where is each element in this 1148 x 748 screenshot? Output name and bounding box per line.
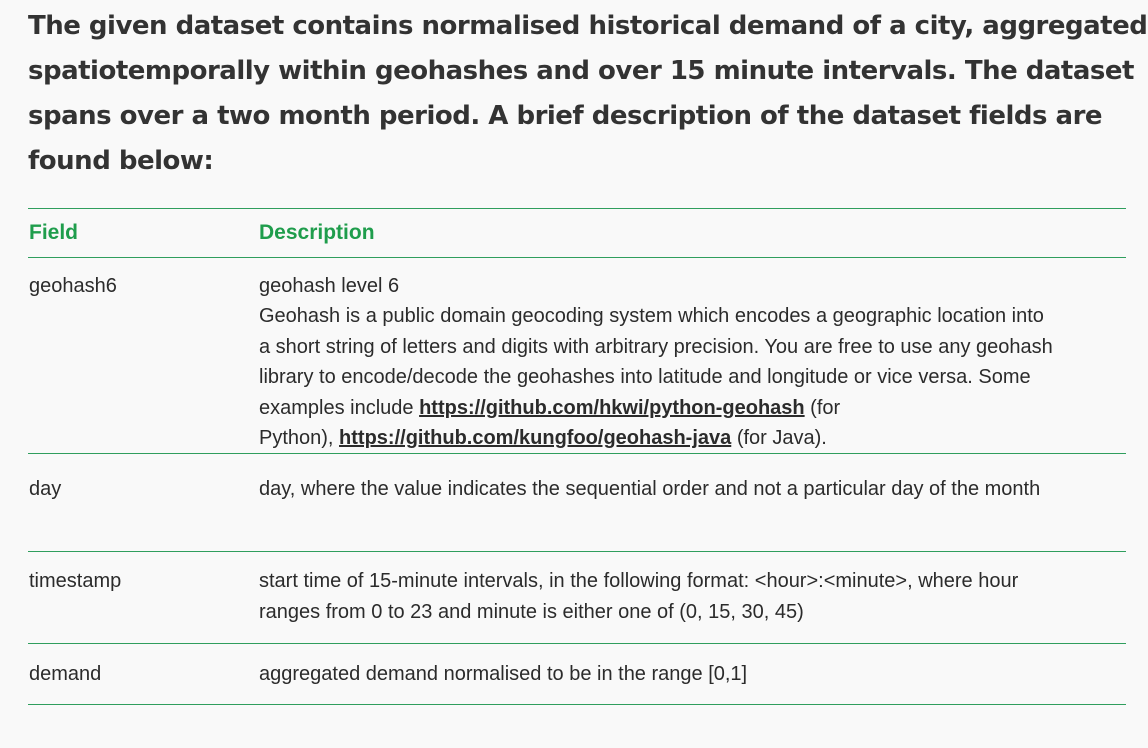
description-line: geohash level 6 — [259, 275, 400, 297]
intro-line: found below: — [28, 146, 214, 176]
description-line: a short string of letters and digits with arbitrary precision. You are free to use any geohash — [259, 335, 1053, 358]
field-name: demand — [28, 644, 258, 705]
description-text: (for — [804, 396, 841, 419]
description-line — [259, 423, 1126, 453]
table-header-row — [28, 209, 1126, 258]
description-line: ranges from 0 to 23 and minute is either one of (0, 15, 30, 45) — [259, 600, 804, 623]
intro-line: The given dataset contains normalised historical demand of a city, aggregated — [28, 11, 1148, 41]
python-geohash-link[interactable]: https://github.com/hkwi/python-geohash — [419, 396, 805, 419]
geohash-java-link[interactable]: https://github.com/kungfoo/geohash-java — [339, 427, 732, 450]
description-text: Python), — [259, 427, 340, 450]
field-description: day, where the value indicates the sequential order and not a particular day of the month — [258, 454, 1126, 552]
description-column-header: Description — [258, 209, 1126, 258]
field-description: aggregated demand normalised to be in the range [0,1] — [258, 644, 1126, 705]
description-line — [259, 393, 1126, 423]
field-description — [258, 258, 1126, 454]
field-name: geohash6 — [28, 258, 258, 454]
description-line: library to encode/decode the geohashes into latitude and longitude or vice versa. Some — [259, 366, 1031, 389]
field-name: timestamp — [28, 552, 258, 644]
intro-paragraph — [28, 4, 1148, 184]
field-name: day — [28, 454, 258, 552]
intro-line: spans over a two month period. A brief description of the dataset fields are — [28, 101, 1103, 131]
description-line: Geohash is a public domain geocoding system which encodes a geographic location into — [259, 305, 1044, 328]
table-row — [28, 258, 1126, 454]
description-text: examples include — [259, 396, 420, 419]
description-text: (for Java). — [731, 427, 827, 450]
dataset-fields-table — [28, 208, 1126, 705]
table-row — [28, 454, 1126, 552]
intro-line: spatiotemporally within geohashes and over 15 minute intervals. The dataset — [28, 56, 1134, 86]
field-column-header: Field — [28, 209, 258, 258]
field-description — [258, 552, 1126, 644]
table-row — [28, 552, 1126, 644]
table-row — [28, 644, 1126, 705]
description-line: start time of 15-minute intervals, in the following format: <hour>:<minute>, where hour — [259, 570, 1019, 593]
